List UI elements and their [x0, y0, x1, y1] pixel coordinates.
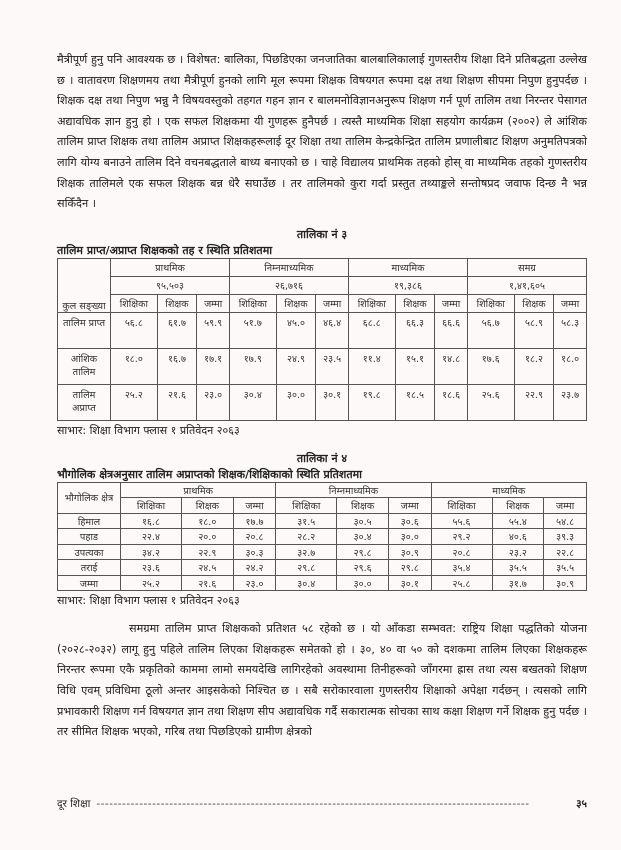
- table4-caption: तालिका नं ४: [296, 451, 348, 465]
- table4-subheader: शिक्षक: [492, 498, 544, 514]
- table3-subheader: शिक्षिका: [467, 294, 514, 312]
- table4-corner: भौगोलिक क्षेत्र: [58, 482, 121, 513]
- table-cell: १६.८: [121, 513, 182, 529]
- table-cell: २३.६: [121, 560, 182, 576]
- table4: [57, 482, 587, 592]
- table-cell: ५१.७: [229, 312, 276, 348]
- table-cell: ३०.५: [337, 513, 389, 529]
- table3-subheader-row: [58, 294, 587, 312]
- table-cell: ६८.८: [348, 312, 395, 348]
- table3-group-total: १,४१,६०५: [467, 276, 586, 294]
- table-cell: २२.९: [514, 384, 554, 420]
- table3-subheader: शिक्षिका: [348, 294, 395, 312]
- table-cell: ३०.६: [389, 513, 432, 529]
- table-cell: ३०.०: [389, 529, 432, 545]
- table-cell: २०.०: [181, 529, 233, 545]
- table-cell: ३१.७: [492, 575, 544, 591]
- table-cell: ३०.४: [337, 529, 389, 545]
- table-cell: १७.७: [233, 513, 276, 529]
- row-label: जम्मा: [58, 575, 121, 591]
- table-cell: १८.२: [514, 348, 554, 384]
- table-cell: ५६.७: [467, 312, 514, 348]
- table-cell: २९.६: [337, 560, 389, 576]
- table-row: [58, 312, 587, 348]
- table3-group: समग्र: [467, 258, 586, 276]
- table4-subheader: शिक्षक: [337, 498, 389, 514]
- table4-group: प्राथमिक: [121, 482, 276, 498]
- table-cell: २४.५: [181, 560, 233, 576]
- table3-corner: कुल सङ्ख्या: [58, 258, 111, 312]
- table-cell: ५५.४: [492, 513, 544, 529]
- table3-group-total: ९५,५०३: [111, 276, 230, 294]
- table-cell: २५.८: [431, 575, 492, 591]
- table-cell: २१.६: [157, 384, 197, 420]
- table3-subheader: जम्मा: [197, 294, 230, 312]
- table-row: [58, 384, 587, 420]
- table3-total-row: [58, 276, 587, 294]
- row-label: तालिम अप्राप्त: [58, 384, 111, 420]
- row-label: आंशिक तालिम: [58, 348, 111, 384]
- table-cell: ५६.८: [111, 312, 158, 348]
- table3: [57, 258, 587, 421]
- table-cell: २०.८: [431, 544, 492, 560]
- table3-group: निम्नमाध्यमिक: [229, 258, 348, 276]
- table-cell: १८.०: [181, 513, 233, 529]
- table-cell: ३०.०: [337, 575, 389, 591]
- table-cell: ३५.५: [492, 560, 544, 576]
- footer-rule: -----------------------------------------------------------------------------------------------------: [96, 798, 530, 810]
- table-cell: ३०.४: [229, 384, 276, 420]
- table-cell: १६.७: [157, 348, 197, 384]
- table-cell: २३.७: [554, 384, 587, 420]
- row-label: हिमाल: [58, 513, 121, 529]
- paragraph-1: मैत्रीपूर्ण हुनु पनि आवश्यक छ । विशेषत: बालिका, पिछडिएका जनजातिका बालबालिकालाई गुणस्तरीय शिक्षा दिने प्रतिबद्धता उल्लेख छ । वातावरण शिक्षणमय तथा मैत्रीपूर्ण हुनको लागि मूल रूपमा शिक्षक विषयगत रूपमा दक्ष तथा शिक्षण सीपमा निपुण हुनुपर्दछ । शिक्षक दक्ष तथा निपुण भन्नु नै विषयवस्तुको तहगत गहन ज्ञान र बालमनोविज्ञानअनुरूप शिक्षण गर्न पूर्ण तालिम तथा निरन्तर पेसागत अद्यावधिक ज्ञान हुनु हो । एक सफल शिक्षकमा यी गुणहरू हुनैपर्छ । त्यस्तै माध्यमिक शिक्षा सहयोग कार्यक्रम (२००२) ले आंशिक तालिम प्राप्त शिक्षक तथा तालिम अप्राप्त शिक्षकहरूलाई दूर शिक्षा तथा तालिम केन्द्रकेन्द्रित तालिम प्रणालीबाट शिक्षण अनुमतिपत्रको लागि योग्य बनाउने तालिम दिने वचनबद्धताले बाध्य बनाएको छ । चाहे विद्यालय प्राथमिक तहको होस् वा माध्यमिक तहको गुणस्तरीय शिक्षक तालिमले एक सफल शिक्षक बन्न धेरै सघाउँछ । तर तालिमको कुरा गर्दा प्रस्तुत तथ्याङ्कले सन्तोषप्रद जवाफ दिन्छ नै भन्न सकिँदैन ।: [57, 53, 587, 211]
- table-cell: १४.८: [435, 348, 468, 384]
- journal-name: दूर शिक्षा: [57, 798, 91, 810]
- table-row: [58, 544, 587, 560]
- table3-subheader: शिक्षक: [395, 294, 435, 312]
- table-cell: ३१.५: [276, 513, 337, 529]
- table-cell: १८.६: [435, 384, 468, 420]
- table4-subheader: शिक्षिका: [431, 498, 492, 514]
- table-cell: २५.२: [121, 575, 182, 591]
- table3-subheader: जम्मा: [554, 294, 587, 312]
- table-cell: २५.२: [111, 384, 158, 420]
- table-cell: २८.२: [276, 529, 337, 545]
- table3-group-total: २६,७१६: [229, 276, 348, 294]
- page-number: ३५: [576, 798, 587, 810]
- table-cell: ५४.८: [544, 513, 587, 529]
- table-cell: ४०.६: [492, 529, 544, 545]
- table3-subheader: शिक्षक: [276, 294, 316, 312]
- table-row: [58, 560, 587, 576]
- table3-source: साभार: शिक्षा विभाग फ्लास १ प्रतिवेदन २०६३: [57, 423, 240, 437]
- table-cell: १८.०: [111, 348, 158, 384]
- table-cell: १९.८: [348, 384, 395, 420]
- row-label: तराई: [58, 560, 121, 576]
- table-cell: १७.१: [197, 348, 230, 384]
- table3-group: माध्यमिक: [348, 258, 467, 276]
- table-cell: १५.१: [395, 348, 435, 384]
- table-cell: ३४.२: [121, 544, 182, 560]
- table-cell: २३.२: [492, 544, 544, 560]
- page-content: [57, 50, 587, 743]
- table4-subheader: जम्मा: [233, 498, 276, 514]
- table-row: [58, 575, 587, 591]
- table-cell: २०.८: [233, 529, 276, 545]
- table3-group-total: १९,३८६: [348, 276, 467, 294]
- table4-group: निम्नमाध्यमिक: [276, 482, 431, 498]
- table4-source: साभार: शिक्षा विभाग फ्लास १ प्रतिवेदन २०६३: [57, 594, 240, 608]
- table4-subheader: शिक्षक: [181, 498, 233, 514]
- table3-caption: तालिका नं ३: [296, 227, 348, 241]
- table3-subheader: जम्मा: [316, 294, 349, 312]
- table-cell: १८.५: [395, 384, 435, 420]
- table4-group-row: [58, 482, 587, 498]
- table-cell: २३.०: [197, 384, 230, 420]
- table-cell: ३०.१: [389, 575, 432, 591]
- table4-body: [58, 513, 587, 591]
- paragraph-2: समग्रमा तालिम प्राप्त शिक्षकको प्रतिशत ५८ रहेको छ । यो आँकडा सम्भवत: राष्ट्रिय शिक्षा पद्धतिको योजना (२०२८-२०३२) लागू हुनु पहिले तालिम लिएका शिक्षकहरू समेतको हो । ३०, ४० वा ५० को दशकमा तालिम लिएका शिक्षकहरू निरन्तर रूपमा एकै प्रकृतिको काममा लामो समयदेखि लागिरहेको अवस्थामा तिनीहरूको जाँगरमा ह्रास तथा त्यस बखतको शिक्षण विधि एवम् प्रविधिमा ठूलो अन्तर आइसकेको निश्चित छ । सबै सरोकारवाला गुणस्तरीय शिक्षाको अपेक्षा गर्दछन् । त्यसको लागि प्रभावकारी शिक्षण गर्न विषयगत ज्ञान तथा शिक्षण सीप अद्यावधिक गर्दै सकारात्मक सोचका साथ कक्षा शिक्षण गर्ने शिक्षक हुनु पर्दछ । तर सीमित शिक्षक भएको, गरिब तथा पिछडिएको ग्रामीण क्षेत्रको: [57, 622, 587, 739]
- table-cell: २५.६: [467, 384, 514, 420]
- table-cell: ५५.६: [431, 513, 492, 529]
- table-cell: ११.४: [348, 348, 395, 384]
- table-cell: २३.०: [233, 575, 276, 591]
- table4-subheader-row: [58, 498, 587, 514]
- table-cell: ६६.६: [435, 312, 468, 348]
- table4-subheader: जम्मा: [544, 498, 587, 514]
- table-cell: २२.४: [121, 529, 182, 545]
- page-footer: [57, 797, 587, 811]
- table-cell: ३९.३: [544, 529, 587, 545]
- table-cell: २९.८: [389, 560, 432, 576]
- table-row: [58, 513, 587, 529]
- table-cell: ३२.७: [276, 544, 337, 560]
- table-cell: ३०.४: [276, 575, 337, 591]
- table-cell: १७.६: [467, 348, 514, 384]
- table-cell: २२.८: [544, 544, 587, 560]
- table3-subheader: शिक्षिका: [229, 294, 276, 312]
- table3-subheader: शिक्षिका: [111, 294, 158, 312]
- table-cell: ३०.९: [389, 544, 432, 560]
- table-cell: ३०.०: [276, 384, 316, 420]
- table4-title: भौगोलिक क्षेत्रअनुसार तालिम अप्राप्तको शिक्षक/शिक्षिकाको स्थिति प्रतिशतमा: [57, 467, 363, 481]
- table-cell: ३०.१: [316, 384, 349, 420]
- table4-subheader: शिक्षिका: [276, 498, 337, 514]
- table-cell: ६१.७: [157, 312, 197, 348]
- row-label: पहाड: [58, 529, 121, 545]
- table-cell: २३.५: [316, 348, 349, 384]
- table-cell: ३०.९: [544, 575, 587, 591]
- table-cell: ५८.९: [514, 312, 554, 348]
- table-cell: ६६.३: [395, 312, 435, 348]
- table-cell: २९.८: [337, 544, 389, 560]
- table-cell: २४.९: [276, 348, 316, 384]
- table-cell: ५९.९: [197, 312, 230, 348]
- table-cell: २९.८: [276, 560, 337, 576]
- table-cell: ३५.४: [431, 560, 492, 576]
- table-cell: ४५.०: [276, 312, 316, 348]
- table-cell: २१.६: [181, 575, 233, 591]
- table3-subheader: जम्मा: [435, 294, 468, 312]
- table3-group: प्राथमिक: [111, 258, 230, 276]
- table4-group: माध्यमिक: [431, 482, 586, 498]
- table-row: [58, 529, 587, 545]
- table3-subheader: शिक्षक: [157, 294, 197, 312]
- row-label: उपत्यका: [58, 544, 121, 560]
- table3-group-row: [58, 258, 587, 276]
- table-cell: १७.९: [229, 348, 276, 384]
- table4-subheader: जम्मा: [389, 498, 432, 514]
- table-cell: ४६.४: [316, 312, 349, 348]
- table-cell: ५८.३: [554, 312, 587, 348]
- table-cell: ३५.५: [544, 560, 587, 576]
- row-label: तालिम प्राप्त: [58, 312, 111, 348]
- table-cell: १८.०: [554, 348, 587, 384]
- table4-subheader: शिक्षिका: [121, 498, 182, 514]
- table3-body: [58, 312, 587, 420]
- table-cell: २४.२: [233, 560, 276, 576]
- table-row: [58, 348, 587, 384]
- table-cell: २२.९: [181, 544, 233, 560]
- table-cell: ३०.३: [233, 544, 276, 560]
- table-cell: २९.२: [431, 529, 492, 545]
- table3-subheader: शिक्षक: [514, 294, 554, 312]
- table3-title: तालिम प्राप्त/अप्राप्त शिक्षकको तह र स्थिति प्रतिशतमा: [57, 243, 273, 257]
